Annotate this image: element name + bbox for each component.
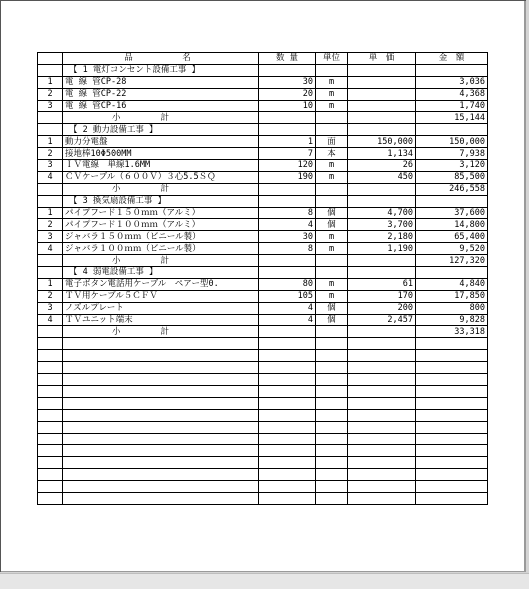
table-row (38, 278, 488, 290)
cell-no: 2 (38, 88, 63, 100)
estimate-table-body (38, 53, 488, 505)
cell-amount (416, 469, 488, 481)
cell-no: 1 (38, 207, 63, 219)
cell-unit-price: 2,457 (348, 314, 416, 326)
cell-item-name: ＣＶケーブル（６００Ｖ）３心5.5ＳＱ (63, 171, 259, 183)
cell-amount (416, 481, 488, 493)
section-header-row (38, 64, 488, 76)
section-header-row (38, 195, 488, 207)
cell-unit (316, 255, 348, 267)
table-row (38, 314, 488, 326)
cell-unit-price: 170 (348, 290, 416, 302)
cell-no (38, 267, 63, 279)
cell-unit (316, 64, 348, 76)
cell-quantity (259, 195, 316, 207)
cell-no (38, 112, 63, 124)
cell-unit (316, 183, 348, 195)
cell-amount: 9,828 (416, 314, 488, 326)
cell-item-name: 小計 (63, 183, 259, 195)
cell-unit (316, 362, 348, 374)
cell-item-name: 動力分電盤 (63, 136, 259, 148)
cell-no (38, 397, 63, 409)
cell-unit-price (348, 124, 416, 136)
cell-quantity (259, 267, 316, 279)
cell-item-name (63, 374, 259, 386)
cell-quantity: 80 (259, 278, 316, 290)
cell-amount: 33,318 (416, 326, 488, 338)
status-strip (0, 573, 529, 589)
cell-amount (416, 397, 488, 409)
cell-quantity (259, 350, 316, 362)
table-row (38, 290, 488, 302)
cell-unit: m (316, 243, 348, 255)
cell-amount: 17,850 (416, 290, 488, 302)
cell-item-name: ノズルプレート (63, 302, 259, 314)
cell-unit-price (348, 112, 416, 124)
empty-row (38, 385, 488, 397)
cell-quantity (259, 469, 316, 481)
cell-item-name (63, 385, 259, 397)
table-row (38, 136, 488, 148)
cell-unit (316, 338, 348, 350)
cell-no (38, 374, 63, 386)
header-quantity: 数 量 (259, 53, 316, 65)
cell-unit-price (348, 64, 416, 76)
cell-amount: 3,036 (416, 76, 488, 88)
cell-no: 2 (38, 148, 63, 160)
cell-item-name: ジャバラ１００ｍｍ（ビニール製） (63, 243, 259, 255)
cell-amount (416, 267, 488, 279)
cell-quantity (259, 362, 316, 374)
cell-no: 3 (38, 302, 63, 314)
empty-row (38, 338, 488, 350)
cell-no: 1 (38, 136, 63, 148)
cell-no (38, 409, 63, 421)
cell-item-name: 接地棒10Φ500MM (63, 148, 259, 160)
cell-unit-price: 450 (348, 171, 416, 183)
table-row (38, 243, 488, 255)
cell-item-name (63, 457, 259, 469)
table-row (38, 148, 488, 160)
estimate-table (37, 52, 488, 505)
table-row (38, 100, 488, 112)
cell-no (38, 492, 63, 504)
cell-unit: m (316, 76, 348, 88)
cell-amount (416, 433, 488, 445)
cell-item-name: ジャバラ１５０ｍｍ（ビニール製） (63, 231, 259, 243)
cell-amount (416, 409, 488, 421)
cell-unit (316, 385, 348, 397)
cell-item-name: ＴＶユニット端末 (63, 314, 259, 326)
cell-amount: 14,800 (416, 219, 488, 231)
cell-amount (416, 124, 488, 136)
cell-no: 1 (38, 278, 63, 290)
cell-no (38, 183, 63, 195)
cell-unit: m (316, 160, 348, 172)
cell-no: 4 (38, 171, 63, 183)
cell-unit-price: 26 (348, 160, 416, 172)
table-row (38, 219, 488, 231)
cell-no (38, 195, 63, 207)
cell-unit (316, 421, 348, 433)
page-border-left (0, 0, 1, 572)
cell-unit (316, 124, 348, 136)
page-border-top (0, 0, 526, 1)
cell-quantity (259, 374, 316, 386)
cell-unit: m (316, 278, 348, 290)
cell-no: 3 (38, 100, 63, 112)
empty-row (38, 445, 488, 457)
cell-amount: 65,400 (416, 231, 488, 243)
cell-unit-price (348, 397, 416, 409)
cell-no (38, 326, 63, 338)
cell-quantity (259, 385, 316, 397)
cell-unit-price (348, 457, 416, 469)
cell-amount: 9,520 (416, 243, 488, 255)
cell-quantity: 120 (259, 160, 316, 172)
cell-amount: 37,600 (416, 207, 488, 219)
cell-no (38, 457, 63, 469)
cell-quantity (259, 255, 316, 267)
cell-no: 4 (38, 243, 63, 255)
cell-amount: 800 (416, 302, 488, 314)
cell-amount (416, 421, 488, 433)
cell-item-name (63, 481, 259, 493)
cell-quantity: 7 (259, 148, 316, 160)
cell-no: 2 (38, 290, 63, 302)
empty-row (38, 362, 488, 374)
cell-item-name: 小計 (63, 112, 259, 124)
cell-quantity (259, 445, 316, 457)
cell-amount (416, 338, 488, 350)
cell-item-name (63, 338, 259, 350)
cell-quantity: 30 (259, 76, 316, 88)
subtotal-row (38, 112, 488, 124)
cell-unit: 面 (316, 136, 348, 148)
cell-unit-price (348, 338, 416, 350)
cell-unit (316, 469, 348, 481)
cell-unit-price: 4,700 (348, 207, 416, 219)
cell-no (38, 421, 63, 433)
header-unit: 単位 (316, 53, 348, 65)
cell-quantity: 1 (259, 136, 316, 148)
header-unit-price: 単 価 (348, 53, 416, 65)
cell-item-name (63, 469, 259, 481)
table-row (38, 88, 488, 100)
cell-quantity (259, 433, 316, 445)
cell-unit: m (316, 88, 348, 100)
cell-unit-price (348, 350, 416, 362)
table-row (38, 231, 488, 243)
cell-unit-price: 150,000 (348, 136, 416, 148)
table-header-row (38, 53, 488, 65)
cell-unit (316, 445, 348, 457)
cell-quantity: 4 (259, 314, 316, 326)
cell-unit (316, 457, 348, 469)
cell-item-name: 【 1 電灯コンセント設備工事 】 (63, 64, 259, 76)
empty-row (38, 469, 488, 481)
cell-no (38, 362, 63, 374)
cell-unit (316, 195, 348, 207)
empty-row (38, 421, 488, 433)
cell-amount (416, 195, 488, 207)
cell-quantity: 30 (259, 231, 316, 243)
section-header-row (38, 267, 488, 279)
cell-amount: 150,000 (416, 136, 488, 148)
cell-item-name: 【 3 換気扇設備工事 】 (63, 195, 259, 207)
header-amount: 金 額 (416, 53, 488, 65)
section-header-row (38, 124, 488, 136)
cell-quantity (259, 397, 316, 409)
cell-amount: 127,320 (416, 255, 488, 267)
cell-no (38, 385, 63, 397)
cell-item-name (63, 421, 259, 433)
cell-unit (316, 433, 348, 445)
cell-quantity (259, 457, 316, 469)
cell-amount (416, 492, 488, 504)
cell-quantity (259, 338, 316, 350)
cell-item-name: 小計 (63, 255, 259, 267)
cell-item-name: パイプフード１００ｍｍ（アルミ） (63, 219, 259, 231)
cell-amount: 1,740 (416, 100, 488, 112)
cell-unit-price: 2,180 (348, 231, 416, 243)
cell-amount: 7,938 (416, 148, 488, 160)
table-row (38, 76, 488, 88)
cell-quantity: 8 (259, 207, 316, 219)
cell-quantity: 20 (259, 88, 316, 100)
cell-no (38, 445, 63, 457)
header-no (38, 53, 63, 65)
empty-row (38, 492, 488, 504)
cell-unit (316, 112, 348, 124)
header-item-name: 品 名 (63, 53, 259, 65)
cell-unit-price (348, 481, 416, 493)
cell-item-name (63, 492, 259, 504)
cell-no (38, 338, 63, 350)
cell-unit-price (348, 469, 416, 481)
cell-unit (316, 397, 348, 409)
cell-unit-price (348, 433, 416, 445)
empty-row (38, 374, 488, 386)
cell-unit-price (348, 195, 416, 207)
cell-item-name (63, 397, 259, 409)
cell-no (38, 255, 63, 267)
cell-item-name (63, 433, 259, 445)
cell-quantity: 105 (259, 290, 316, 302)
cell-no (38, 469, 63, 481)
cell-no (38, 433, 63, 445)
cell-unit: m (316, 290, 348, 302)
table-row (38, 171, 488, 183)
cell-unit (316, 267, 348, 279)
cell-item-name: 電 線 管CP-22 (63, 88, 259, 100)
cell-no (38, 124, 63, 136)
cell-unit-price (348, 326, 416, 338)
cell-item-name: 電子ボタン電話用ケーブル ペアー型0. (63, 278, 259, 290)
cell-no: 2 (38, 219, 63, 231)
cell-amount (416, 445, 488, 457)
cell-amount: 15,144 (416, 112, 488, 124)
cell-unit (316, 481, 348, 493)
cell-item-name: 電 線 管CP-28 (63, 76, 259, 88)
cell-unit-price (348, 374, 416, 386)
cell-unit: m (316, 231, 348, 243)
cell-unit: m (316, 100, 348, 112)
empty-row (38, 350, 488, 362)
cell-unit-price: 200 (348, 302, 416, 314)
cell-unit-price (348, 267, 416, 279)
cell-item-name (63, 445, 259, 457)
cell-no: 3 (38, 160, 63, 172)
cell-item-name (63, 350, 259, 362)
cell-quantity: 8 (259, 243, 316, 255)
cell-amount (416, 362, 488, 374)
table-row (38, 302, 488, 314)
cell-unit (316, 409, 348, 421)
table-row (38, 160, 488, 172)
cell-quantity (259, 421, 316, 433)
cell-quantity (259, 112, 316, 124)
cell-unit-price (348, 492, 416, 504)
subtotal-row (38, 183, 488, 195)
cell-no (38, 481, 63, 493)
cell-no: 1 (38, 76, 63, 88)
cell-amount: 85,500 (416, 171, 488, 183)
cell-unit (316, 374, 348, 386)
cell-quantity (259, 409, 316, 421)
cell-no (38, 64, 63, 76)
cell-quantity: 4 (259, 302, 316, 314)
cell-quantity (259, 64, 316, 76)
cell-quantity (259, 492, 316, 504)
cell-unit-price: 1,190 (348, 243, 416, 255)
cell-amount (416, 385, 488, 397)
cell-item-name: ＴＶ用ケーブル５ＣＦＶ (63, 290, 259, 302)
cell-unit-price: 61 (348, 278, 416, 290)
cell-unit-price: 1,134 (348, 148, 416, 160)
cell-amount (416, 64, 488, 76)
cell-unit-price (348, 445, 416, 457)
cell-item-name (63, 362, 259, 374)
cell-amount (416, 457, 488, 469)
cell-item-name (63, 409, 259, 421)
cell-unit (316, 492, 348, 504)
subtotal-row (38, 255, 488, 267)
cell-quantity (259, 183, 316, 195)
empty-row (38, 481, 488, 493)
cell-amount: 246,558 (416, 183, 488, 195)
empty-row (38, 397, 488, 409)
cell-amount: 3,120 (416, 160, 488, 172)
cell-unit-price: 3,700 (348, 219, 416, 231)
cell-unit-price (348, 88, 416, 100)
cell-unit: m (316, 171, 348, 183)
cell-unit-price (348, 362, 416, 374)
subtotal-row (38, 326, 488, 338)
cell-unit-price (348, 255, 416, 267)
cell-unit-price (348, 385, 416, 397)
cell-unit-price (348, 409, 416, 421)
cell-unit: 個 (316, 302, 348, 314)
empty-row (38, 409, 488, 421)
cell-quantity (259, 481, 316, 493)
cell-unit: 個 (316, 207, 348, 219)
cell-quantity: 190 (259, 171, 316, 183)
empty-row (38, 433, 488, 445)
cell-unit: 本 (316, 148, 348, 160)
cell-amount: 4,368 (416, 88, 488, 100)
cell-item-name: パイプフード１５０ｍｍ（アルミ） (63, 207, 259, 219)
cell-unit: 個 (316, 314, 348, 326)
cell-item-name: 電 線 管CP-16 (63, 100, 259, 112)
cell-amount (416, 374, 488, 386)
cell-unit-price (348, 421, 416, 433)
cell-item-name: ＩＶ電線 単線1.6MM (63, 160, 259, 172)
cell-quantity: 4 (259, 219, 316, 231)
cell-unit-price (348, 183, 416, 195)
cell-no: 3 (38, 231, 63, 243)
empty-row (38, 457, 488, 469)
cell-item-name: 【 4 弱電設備工事 】 (63, 267, 259, 279)
cell-item-name: 【 2 動力設備工事 】 (63, 124, 259, 136)
cell-no: 4 (38, 314, 63, 326)
table-row (38, 207, 488, 219)
cell-quantity (259, 124, 316, 136)
cell-no (38, 350, 63, 362)
cell-unit: 個 (316, 219, 348, 231)
cell-amount (416, 350, 488, 362)
cell-quantity (259, 326, 316, 338)
cell-unit (316, 350, 348, 362)
cell-unit-price (348, 76, 416, 88)
cell-unit-price (348, 100, 416, 112)
cell-amount: 4,840 (416, 278, 488, 290)
cell-unit (316, 326, 348, 338)
cell-item-name: 小計 (63, 326, 259, 338)
cell-quantity: 10 (259, 100, 316, 112)
